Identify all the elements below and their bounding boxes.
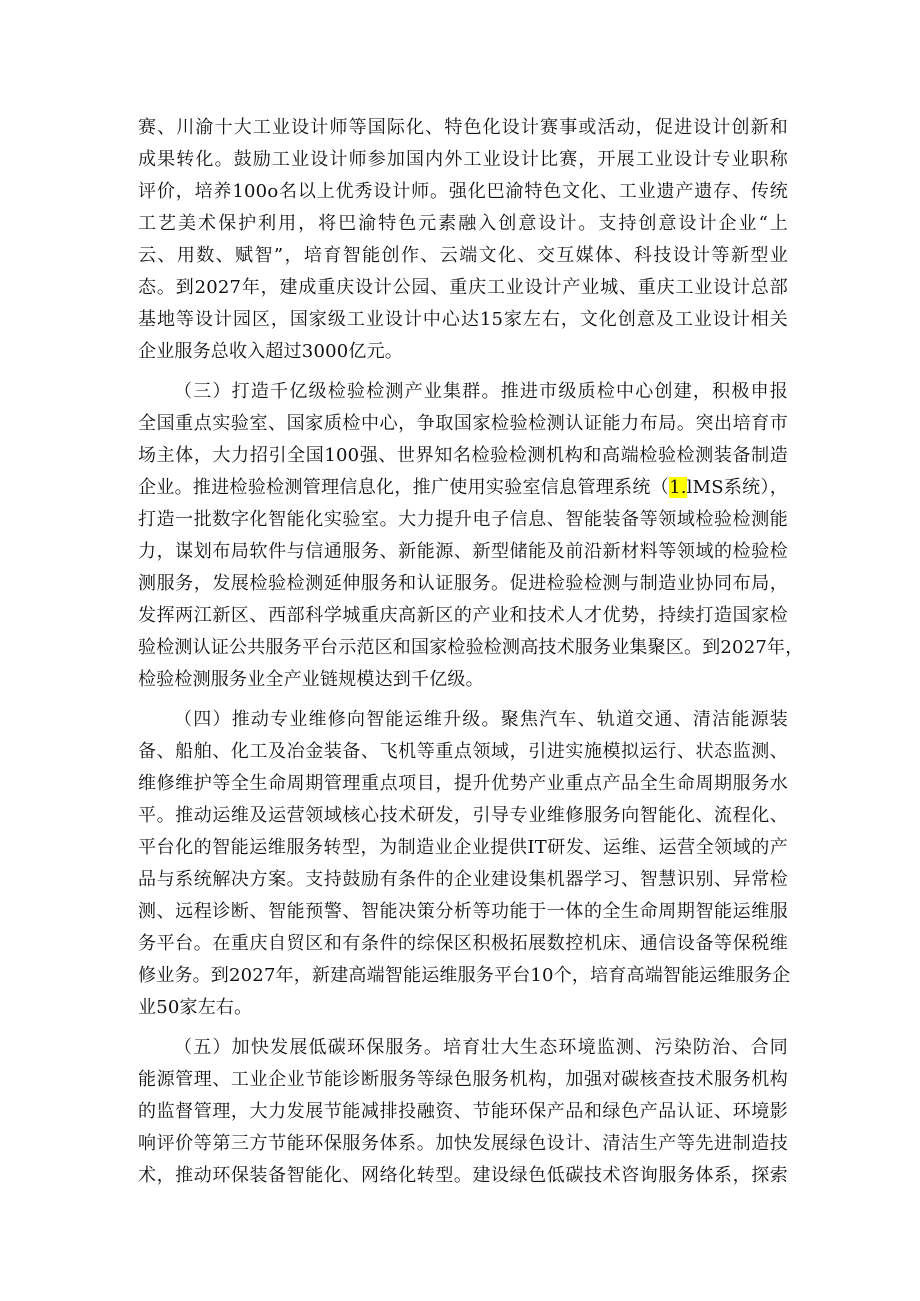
text-line: 能源管理、工业企业节能诊断服务等绿色服务机构，加强对碳核查技术服务机构 <box>138 1069 788 1090</box>
text-segment: 企业。推进检验检测管理信息化，推广使用实验室信息管理系统（ <box>138 477 670 498</box>
text-line: 力，谋划布局软件与信通服务、新能源、新型储能及前沿新材料等领域的检验检 <box>138 541 788 562</box>
text-line: 的监督管理，大力发展节能减排投融资、节能环保产品和绿色产品认证、环境影 <box>138 1101 788 1122</box>
text-line: 维修维护等全生命周期管理重点项目，提升优势产业重点产品全生命周期服务水 <box>138 773 788 794</box>
text-line: 打造一批数字化智能化实验室。大力提升电子信息、智能装备等领域检验检测能 <box>138 509 788 530</box>
text-segment: lMS系统）， <box>686 477 789 498</box>
text-line: 云、用数、赋智”，培育智能创作、云端文化、交互媒体、科技设计等新型业 <box>138 245 788 266</box>
text-line: 测服务，发展检验检测延伸服务和认证服务。促进检验检测与制造业协同布局， <box>138 573 788 594</box>
document-page <box>138 112 804 1192</box>
text-line: 成果转化。鼓励工业设计师参加国内外工业设计比赛，开展工业设计专业职称 <box>138 149 788 170</box>
text-line: 企业服务总收入超过3000亿元。 <box>138 341 404 362</box>
text-line: （五）加快发展低碳环保服务。培育壮大生态环境监测、污染防治、合同 <box>174 1037 788 1058</box>
paragraph-design <box>138 112 788 368</box>
text-line: 评价，培养100o名以上优秀设计师。强化巴渝特色文化、工业遗产遗存、传统 <box>138 181 788 202</box>
text-line: 工艺美术保护利用，将巴渝特色元素融入创意设计。支持创意设计企业“上 <box>138 213 788 234</box>
text-line: 品与系统解决方案。支持鼓励有条件的企业建设集机器学习、智慧识别、异常检 <box>138 869 788 890</box>
text-line: （三）打造千亿级检验检测产业集群。推进市级质检中心创建，积极申报 <box>174 381 788 402</box>
text-line: 全国重点实验室、国家质检中心，争取国家检验检测认证能力布局。突出培育市 <box>138 413 788 434</box>
highlighted-text: 1. <box>669 477 687 498</box>
paragraph-maintenance <box>138 704 791 1024</box>
text-line-with-highlight <box>138 472 788 504</box>
text-line: 验检测认证公共服务平台示范区和国家检验检测高技术服务业集聚区。到2027年， <box>138 637 804 658</box>
text-line: 基地等设计园区，国家级工业设计中心达15家左右，文化创意及工业设计相关 <box>138 309 788 330</box>
text-line: 平。推动运维及运营领域核心技术研发，引导专业维修服务向智能化、流程化、 <box>138 805 788 826</box>
text-line: 赛、川渝十大工业设计师等国际化、特色化设计赛事或活动，促进设计创新和 <box>138 117 788 138</box>
paragraph-green-services <box>138 1032 788 1192</box>
text-line: 修业务。到2027年，新建高端智能运维服务平台10个，培育高端智能运维服务企 <box>138 965 791 986</box>
text-line: 态。到2027年，建成重庆设计公园、重庆工业设计产业城、重庆工业设计总部 <box>138 277 788 298</box>
text-line: 业50家左右。 <box>138 997 253 1018</box>
text-line: 备、船舶、化工及冶金装备、飞机等重点领域，引进实施模拟运行、状态监测、 <box>138 741 788 762</box>
text-line: 场主体，大力招引全国100强、世界知名检验检测机构和高端检验检测装备制造 <box>138 445 788 466</box>
text-line: 响评价等第三方节能环保服务体系。加快发展绿色设计、清洁生产等先进制造技 <box>138 1133 788 1154</box>
text-line: 平台化的智能运维服务转型，为制造业企业提供IT研发、运维、运营全领域的产 <box>138 837 788 858</box>
paragraph-inspection <box>138 376 804 696</box>
text-line: （四）推动专业维修向智能运维升级。聚焦汽车、轨道交通、清洁能源装 <box>174 709 788 730</box>
text-line: 测、远程诊断、智能预警、智能决策分析等功能于一体的全生命周期智能运维服 <box>138 901 788 922</box>
text-line: 术，推动环保装备智能化、网络化转型。建设绿色低碳技术咨询服务体系，探索 <box>138 1165 788 1186</box>
text-line: 发挥两江新区、西部科学城重庆高新区的产业和技术人才优势，持续打造国家检 <box>138 605 788 626</box>
text-line: 检验检测服务业全产业链规模达到千亿级。 <box>138 669 484 690</box>
text-line: 务平台。在重庆自贸区和有条件的综保区积极拓展数控机床、通信设备等保税维 <box>138 933 788 954</box>
